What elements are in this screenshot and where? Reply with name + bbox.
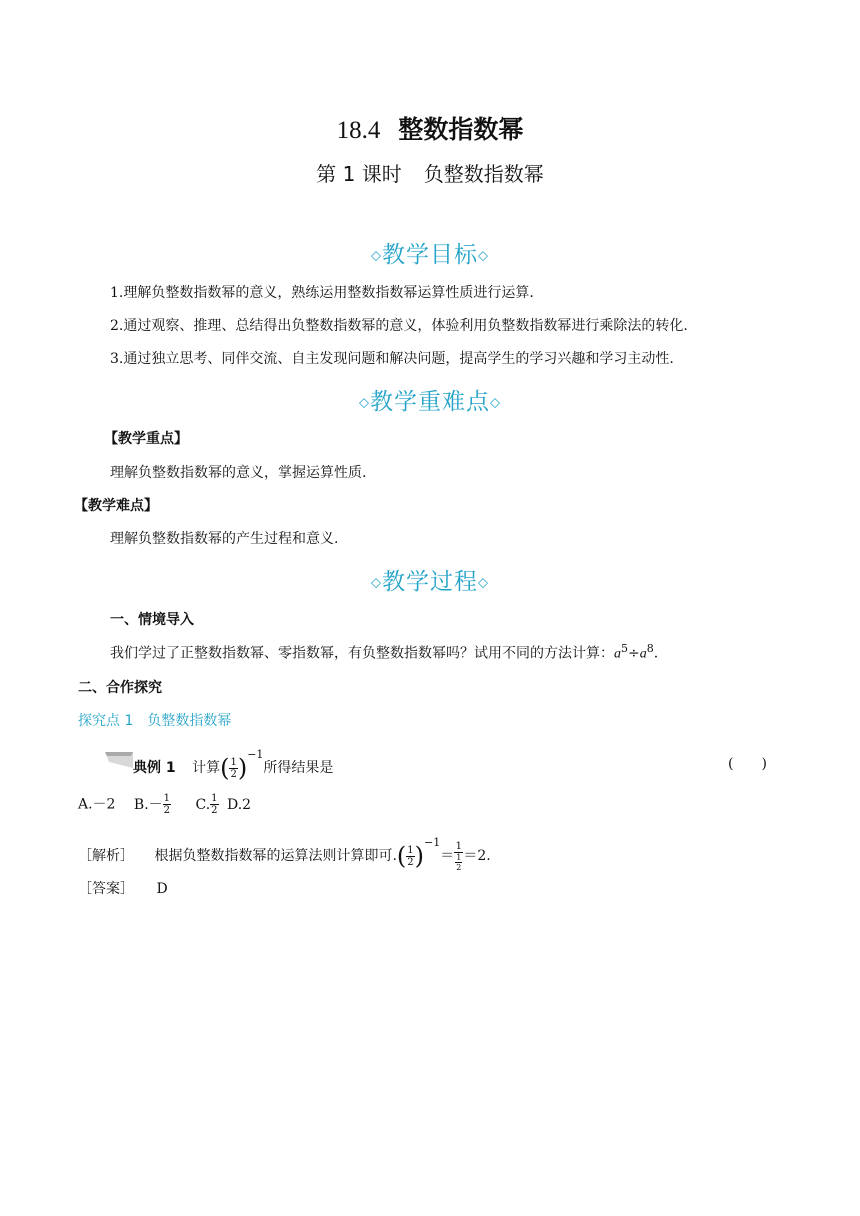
option-c-prefix: C. bbox=[195, 796, 211, 813]
answer-label: ［答案］ bbox=[78, 881, 134, 897]
equals-sign: ＝ bbox=[440, 848, 455, 864]
exponent: −1 bbox=[247, 748, 264, 761]
lesson-name: 负整数指数幂 bbox=[423, 162, 544, 186]
key-points-heading-text: 教学重难点 bbox=[370, 389, 490, 415]
left-paren: ( bbox=[396, 842, 407, 870]
diamond-icon: ◇ bbox=[371, 575, 382, 591]
right-paren: ) bbox=[414, 842, 425, 870]
point1-title: 探究点 1 负整数指数幂 bbox=[78, 713, 232, 729]
analysis-row bbox=[78, 836, 491, 872]
lesson-title bbox=[0, 158, 860, 187]
goal-item: 1.理解负整数指数幂的意义，熟练运用整数指数幂运算性质进行运算. bbox=[110, 285, 534, 301]
answer-row bbox=[78, 878, 168, 898]
numerator: 1 bbox=[456, 852, 462, 862]
section-title: 整数指数幂 bbox=[398, 115, 524, 144]
compound-fraction bbox=[454, 841, 463, 872]
key-point-label: 【教学重点】 bbox=[104, 431, 188, 447]
part1-title: 一、情境导入 bbox=[110, 612, 194, 628]
fraction bbox=[229, 757, 237, 780]
difficult-point-label: 【教学难点】 bbox=[74, 498, 158, 514]
diamond-icon: ◇ bbox=[478, 248, 489, 264]
exponent: 8 bbox=[646, 642, 654, 655]
goals-heading bbox=[0, 236, 860, 269]
example-prompt: 计算 bbox=[192, 760, 221, 776]
page-title bbox=[0, 110, 860, 146]
right-paren: ) bbox=[237, 754, 248, 782]
part2-title: 二、合作探究 bbox=[78, 680, 162, 696]
left-paren: ( bbox=[220, 754, 230, 782]
exponent: −1 bbox=[424, 836, 441, 849]
option-b-prefix: B.－ bbox=[133, 796, 163, 813]
option-c bbox=[195, 793, 219, 816]
denominator: 2 bbox=[163, 805, 171, 816]
numerator: 1 bbox=[230, 756, 237, 768]
fraction bbox=[406, 845, 414, 868]
analysis-label: ［解析］ bbox=[78, 848, 134, 864]
fraction bbox=[455, 853, 462, 872]
analysis-text: 根据负整数指数幂的运算法则计算即可. bbox=[154, 848, 397, 864]
numerator: 1 bbox=[211, 793, 218, 804]
fraction bbox=[163, 793, 171, 816]
options-row bbox=[78, 793, 251, 816]
diamond-icon: ◇ bbox=[359, 395, 370, 411]
denominator: 2 bbox=[407, 856, 414, 868]
process-heading-text: 教学过程 bbox=[382, 569, 478, 595]
numerator: 1 bbox=[455, 840, 462, 852]
numerator: 1 bbox=[407, 844, 414, 856]
part1-text-content: 我们学过了正整数指数幂、零指数幂，有负整数指数幂吗？试用不同的方法计算： bbox=[110, 645, 614, 662]
example-question bbox=[133, 748, 333, 782]
key-point-text: 理解负整数指数幂的意义，掌握运算性质. bbox=[110, 465, 367, 481]
denominator: 2 bbox=[211, 805, 218, 816]
key-points-heading bbox=[0, 383, 860, 416]
variable-a: a bbox=[614, 646, 621, 662]
fraction bbox=[210, 793, 218, 816]
answer-value: D bbox=[156, 881, 168, 897]
option-a: A.－2 bbox=[78, 796, 116, 813]
exponent: 5 bbox=[621, 642, 628, 655]
goals-heading-text: 教学目标 bbox=[382, 242, 478, 268]
analysis-result: ＝2. bbox=[463, 848, 491, 864]
diamond-icon: ◇ bbox=[478, 575, 489, 591]
example-suffix: 所得结果是 bbox=[263, 760, 334, 776]
lesson-number: 第 1 课时 bbox=[316, 162, 402, 186]
option-b bbox=[133, 793, 171, 816]
diamond-icon: ◇ bbox=[490, 395, 501, 411]
goal-item: 3.通过独立思考、同伴交流、自主发现问题和解决问题，提高学生的学习兴趣和学习主动性. bbox=[110, 351, 674, 367]
denominator: 2 bbox=[230, 768, 237, 780]
difficult-point-text: 理解负整数指数幂的产生过程和意义. bbox=[110, 531, 339, 547]
example-label: 典例 1 bbox=[133, 760, 176, 776]
goal-item: 2.通过观察、推理、总结得出负整数指数幂的意义，体验利用负整数指数幂进行乘除法的转化. bbox=[110, 318, 688, 334]
numerator: 1 bbox=[163, 793, 171, 804]
answer-bracket: ( ) bbox=[728, 756, 767, 772]
denominator bbox=[454, 853, 463, 872]
denominator: 2 bbox=[456, 862, 462, 872]
option-d: D.2 bbox=[227, 796, 252, 813]
section-number: 18.4 bbox=[336, 117, 381, 144]
diamond-icon: ◇ bbox=[371, 248, 382, 264]
variable-a: a bbox=[639, 646, 647, 662]
divide-sign: ÷ bbox=[628, 645, 640, 662]
process-heading bbox=[0, 563, 860, 596]
part1-text: 我们学过了正整数指数幂、零指数幂，有负整数指数幂吗？试用不同的方法计算：$a^5\div a^8$. bbox=[110, 642, 659, 662]
example-marker-icon bbox=[105, 750, 133, 770]
